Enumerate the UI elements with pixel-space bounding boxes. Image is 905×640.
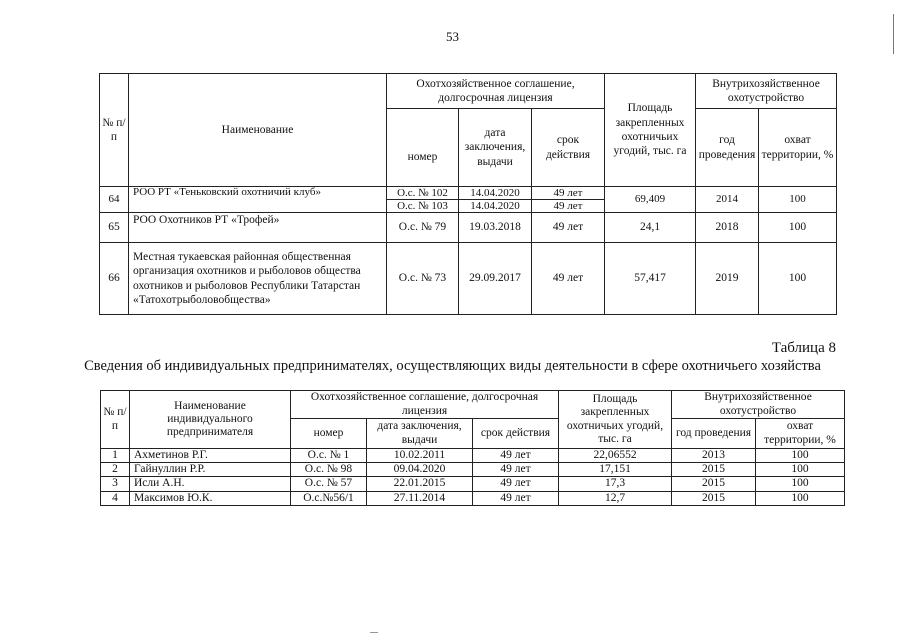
row-coverage: 100 bbox=[756, 449, 845, 463]
header-num: № п/п bbox=[100, 74, 129, 187]
row-date: 27.11.2014 bbox=[367, 491, 473, 505]
header-agreement-group: Охотхозяйственное соглашение, долгосрочная лицензия bbox=[291, 391, 559, 419]
row-number: О.с.№56/1 bbox=[291, 491, 367, 505]
row-area: 22,06552 bbox=[559, 449, 672, 463]
row-num: 1 bbox=[101, 449, 130, 463]
scan-mark bbox=[370, 632, 378, 633]
row-term: 49 лет bbox=[473, 491, 559, 505]
header-area: Площадь закрепленных охотничьих угодий, тыс. га bbox=[559, 391, 672, 449]
row-name: Исли А.Н. bbox=[130, 477, 291, 491]
row-year: 2015 bbox=[672, 477, 756, 491]
row-number: О.с. № 57 bbox=[291, 477, 367, 491]
hunting-organizations-table bbox=[99, 73, 837, 315]
row-name: Гайнуллин Р.Р. bbox=[130, 463, 291, 477]
header-coverage: охват территории, % bbox=[756, 419, 845, 449]
row-num: 65 bbox=[100, 213, 129, 243]
row-date: 10.02.2011 bbox=[367, 449, 473, 463]
row-number: О.с. № 79 bbox=[387, 213, 459, 243]
row-date: 29.09.2017 bbox=[459, 243, 532, 315]
row-number: О.с. № 98 bbox=[291, 463, 367, 477]
row-year: 2013 bbox=[672, 449, 756, 463]
row-year: 2015 bbox=[672, 491, 756, 505]
row-area: 57,417 bbox=[605, 243, 696, 315]
row-year: 2019 bbox=[696, 243, 759, 315]
header-area: Площадь закрепленных охотничьих угодий, тыс. га bbox=[605, 74, 696, 187]
table-caption-title: Сведения об индивидуальных предпринимателях, осуществляющих виды деятельности в сфере охотничьего хозяйства bbox=[84, 358, 821, 374]
header-date: дата заключения, выдачи bbox=[367, 419, 473, 449]
row-coverage: 100 bbox=[756, 477, 845, 491]
page-number: 53 bbox=[446, 29, 459, 44]
row-area: 24,1 bbox=[605, 213, 696, 243]
row-coverage: 100 bbox=[756, 491, 845, 505]
page-edge-mark bbox=[893, 14, 894, 54]
header-agreement-group: Охотхозяйственное соглашение, долгосрочная лицензия bbox=[387, 74, 605, 109]
row-num: 64 bbox=[100, 187, 129, 213]
row-number: О.с. № 103 bbox=[387, 200, 459, 213]
entrepreneurs-table bbox=[100, 390, 845, 506]
row-term: 49 лет bbox=[532, 200, 605, 213]
header-number: номер bbox=[291, 419, 367, 449]
header-inner-group: Внутрихозяйственное охотустройство bbox=[672, 391, 845, 419]
header-term: срок действия bbox=[473, 419, 559, 449]
header-coverage: охват территории, % bbox=[759, 109, 837, 187]
header-year: год проведения bbox=[696, 109, 759, 187]
row-year: 2018 bbox=[696, 213, 759, 243]
row-year: 2014 bbox=[696, 187, 759, 213]
row-date: 09.04.2020 bbox=[367, 463, 473, 477]
row-term: 49 лет bbox=[473, 449, 559, 463]
header-date: дата заключения, выдачи bbox=[459, 109, 532, 187]
row-term: 49 лет bbox=[532, 187, 605, 200]
row-num: 2 bbox=[101, 463, 130, 477]
header-number: номер bbox=[387, 109, 459, 187]
row-number: О.с. № 102 bbox=[387, 187, 459, 200]
row-num: 4 bbox=[101, 491, 130, 505]
header-name: Наименование индивидуального предпринимателя bbox=[130, 391, 291, 449]
row-date: 19.03.2018 bbox=[459, 213, 532, 243]
row-term: 49 лет bbox=[473, 477, 559, 491]
row-name: РОО РТ «Теньковский охотничий клуб» bbox=[129, 187, 387, 213]
row-coverage: 100 bbox=[759, 243, 837, 315]
row-area: 17,151 bbox=[559, 463, 672, 477]
row-num: 3 bbox=[101, 477, 130, 491]
row-coverage: 100 bbox=[759, 187, 837, 213]
row-area: 12,7 bbox=[559, 491, 672, 505]
row-date: 22.01.2015 bbox=[367, 477, 473, 491]
header-year: год проведения bbox=[672, 419, 756, 449]
row-term: 49 лет bbox=[532, 243, 605, 315]
row-term: 49 лет bbox=[532, 213, 605, 243]
row-name: РОО Охотников РТ «Трофей» bbox=[129, 213, 387, 243]
row-number: О.с. № 1 bbox=[291, 449, 367, 463]
row-name: Максимов Ю.К. bbox=[130, 491, 291, 505]
row-date: 14.04.2020 bbox=[459, 200, 532, 213]
header-num: № п/п bbox=[101, 391, 130, 449]
row-area: 69,409 bbox=[605, 187, 696, 213]
row-num: 66 bbox=[100, 243, 129, 315]
header-inner-group: Внутрихозяйственное охотустройство bbox=[696, 74, 837, 109]
row-term: 49 лет bbox=[473, 463, 559, 477]
row-name: Ахметинов Р.Г. bbox=[130, 449, 291, 463]
header-name: Наименование bbox=[129, 74, 387, 187]
table-caption-label: Таблица 8 bbox=[771, 340, 836, 356]
row-coverage: 100 bbox=[759, 213, 837, 243]
row-date: 14.04.2020 bbox=[459, 187, 532, 200]
row-area: 17,3 bbox=[559, 477, 672, 491]
header-term: срок действия bbox=[532, 109, 605, 187]
row-coverage: 100 bbox=[756, 463, 845, 477]
row-name: Местная тукаевская районная общественная организация охотников и рыболовов общества охотников и рыболовов Республики Татарстан «Татохотрыболовобщества» bbox=[129, 243, 387, 315]
row-number: О.с. № 73 bbox=[387, 243, 459, 315]
row-year: 2015 bbox=[672, 463, 756, 477]
